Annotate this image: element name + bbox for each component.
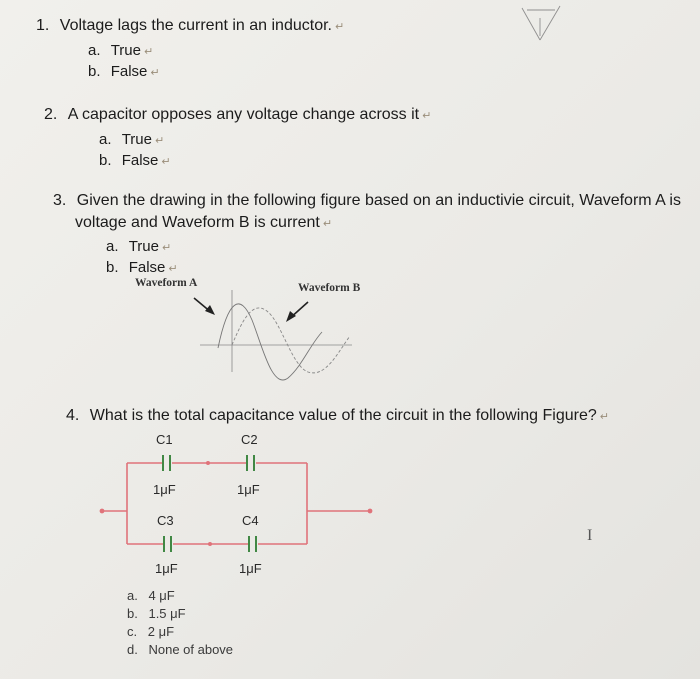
- c4-value: 1μF: [239, 561, 262, 576]
- question-2-number: 2.: [44, 106, 58, 123]
- c4-name: C4: [242, 513, 259, 528]
- question-3-option-b[interactable]: b. False ↵: [106, 259, 178, 276]
- question-3-number: 3.: [53, 192, 67, 209]
- waveform-a-label: Waveform A: [135, 277, 198, 289]
- waveform-b-label: Waveform B: [298, 282, 361, 294]
- question-4-option-d[interactable]: d. None of above: [127, 642, 234, 657]
- c2-name: C2: [241, 432, 258, 447]
- question-1-option-a[interactable]: a. True ↵: [88, 42, 154, 59]
- question-2-text: A capacitor opposes any voltage change across it: [67, 106, 420, 123]
- question-3-text-line1: Given the drawing in the following figure based on an inductivie circuit, Waveform A is: [76, 192, 681, 209]
- question-4-option-b[interactable]: b. 1.5 μF: [127, 606, 186, 621]
- question-1-option-b[interactable]: b. False ↵: [88, 63, 160, 80]
- c3-value: 1μF: [155, 561, 178, 576]
- question-4-number: 4.: [66, 407, 80, 424]
- question-3-text-line2: voltage and Waveform B is current: [75, 214, 320, 231]
- question-2: 2. A capacitor opposes any voltage change across it ↵: [44, 106, 432, 123]
- c2-value: 1μF: [237, 482, 260, 497]
- question-3-option-a[interactable]: a. True ↵: [106, 238, 172, 255]
- c1-value: 1μF: [153, 482, 176, 497]
- question-2-option-b[interactable]: b. False ↵: [99, 152, 171, 169]
- c3-name: C3: [157, 513, 174, 528]
- question-4: 4. What is the total capacitance value of the circuit in the following Figure? ↵: [66, 407, 609, 424]
- question-4-option-a[interactable]: a. 4 μF: [127, 588, 175, 603]
- question-1-text: Voltage lags the current in an inductor.: [59, 17, 332, 34]
- question-4-option-c[interactable]: c. 2 μF: [127, 624, 175, 639]
- c1-name: C1: [156, 432, 173, 447]
- text-cursor-icon: I: [587, 527, 593, 544]
- question-2-option-a[interactable]: a. True ↵: [99, 131, 165, 148]
- question-1: 1. Voltage lags the current in an inductor. ↵: [36, 17, 345, 34]
- question-4-text: What is the total capacitance value of the circuit in the following Figure?: [89, 407, 597, 424]
- question-3-line2: voltage and Waveform B is current ↵: [75, 214, 333, 231]
- question-1-number: 1.: [36, 17, 50, 34]
